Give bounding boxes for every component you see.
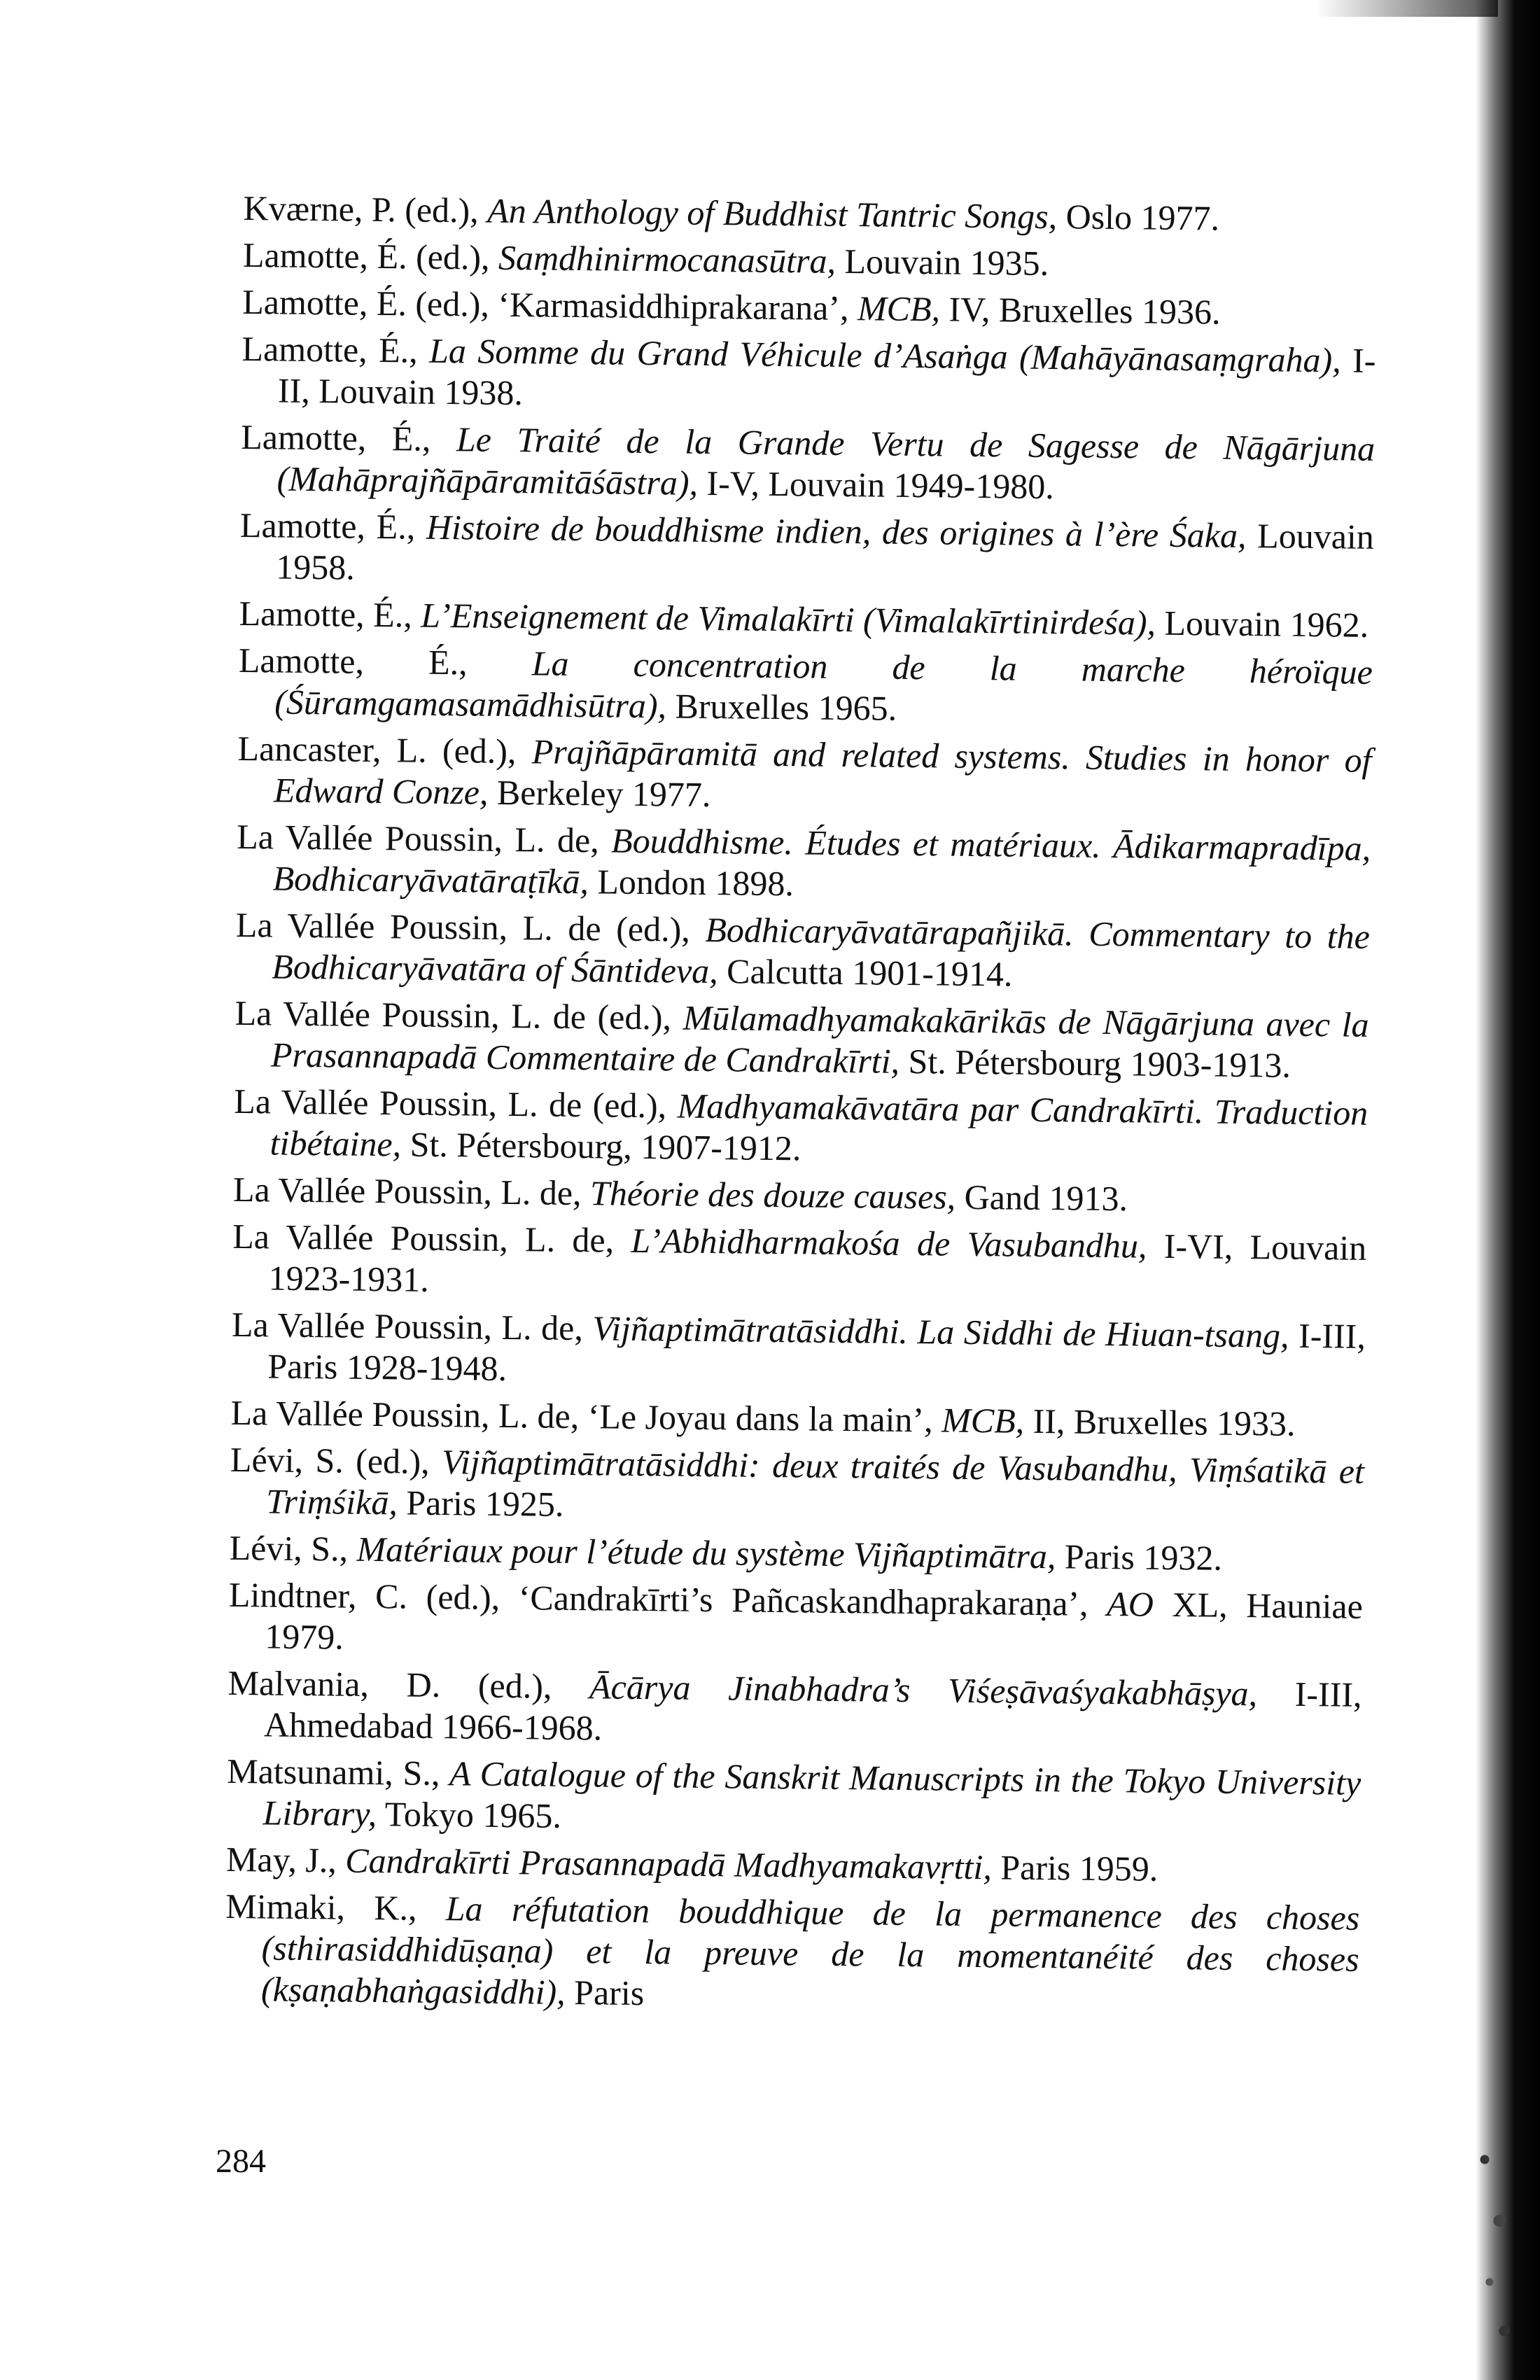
bibliography-entry (226, 1751, 1361, 1845)
bibliography-entry (235, 904, 1370, 999)
entry-title: Le Traité de la Grande Vertu de Sagesse de Nāgārjuna (Mahāprajñāpāramitāśāstra), (276, 419, 1376, 503)
entry-title: Candrakīrti Prasannapadā Madhyamakavṛtti, (345, 1840, 993, 1887)
bibliography-entry (236, 816, 1371, 911)
bibliography-entry (229, 1527, 1364, 1581)
entry-text: La Vallée Poussin, L. de, ‘Le Joyau dans la main’, (230, 1392, 942, 1440)
entry-text: Paris 1932. (1056, 1536, 1223, 1578)
entry-text: Paris 1925. (397, 1483, 564, 1524)
entry-text: La Vallée Poussin, L. de, (232, 1216, 631, 1260)
entry-title: An Anthology of Buddhist Tantric Songs, (486, 190, 1058, 237)
bibliography-list (225, 188, 1378, 2027)
entry-text: I-III, Paris 1928-1948. (267, 1315, 1366, 1389)
entry-text: Lamotte, É., (241, 328, 430, 370)
entry-text: Lamotte, É., (239, 505, 427, 547)
bibliography-entry (228, 1574, 1363, 1669)
bibliography-entry (231, 1304, 1366, 1399)
bibliography-entry (239, 593, 1373, 646)
entry-title: Matériaux pour l’étude du système Vijñaptimātra, (356, 1529, 1056, 1576)
entry-text: Lamotte, É., (240, 416, 457, 459)
entry-text: Gand 1913. (955, 1177, 1128, 1219)
entry-text: Lamotte, É. (ed.), ‘Karmasiddhiprakarana’, (241, 281, 858, 328)
entry-text: Malvania, D. (ed.), (227, 1662, 590, 1707)
entry-text: I-V, Louvain 1949-1980. (697, 463, 1055, 507)
bibliography-entry (239, 505, 1374, 599)
entry-title: La Somme du Grand Véhicule d’Asaṅga (Mahāyānasaṃgraha), (428, 330, 1342, 380)
entry-title: Histoire de bouddhisme indien, des origines à l’ère Śaka, (426, 507, 1247, 556)
entry-text: St. Pétersbourg, 1907-1912. (400, 1124, 802, 1168)
entry-text: Mimaki, K., (225, 1886, 447, 1928)
entry-text: II, Bruxelles 1933. (1023, 1401, 1296, 1443)
bibliography-entry (227, 1662, 1362, 1757)
entry-text: Bruxelles 1965. (666, 686, 897, 728)
entry-text: Lévi, S., (229, 1527, 357, 1569)
bibliography-entry (238, 640, 1373, 734)
entry-title: L’Enseignement de Vimalakīrti (Vimalakīrtinirdeśa), (420, 595, 1156, 643)
bibliography-entry (226, 1839, 1361, 1892)
entry-text: La Vallée Poussin, L. de, (231, 1304, 593, 1348)
entry-text: Calcutta 1901-1914. (718, 951, 1013, 994)
entry-text: Louvain 1962. (1155, 603, 1369, 645)
bibliography-entry (243, 234, 1378, 288)
entry-text: La Vallée Poussin, L. de, (232, 1169, 591, 1213)
entry-text: Lamotte, É., (239, 593, 421, 635)
entry-title: Bouddhisme. Études et matériaux. Ādikarmapradīpa, Bodhicaryāvatāraṭīkā, (272, 820, 1371, 902)
entry-text: Lancaster, L. (ed.), (237, 728, 533, 771)
entry-text: May, J., (225, 1839, 346, 1880)
entry-title: Vijñaptimātratāsiddhi. La Siddhi de Hiuan-tsang, (592, 1308, 1289, 1355)
entry-text: London 1898. (588, 862, 794, 904)
entry-title: Saṃdhinirmocanasūtra, (498, 237, 836, 281)
scan-dark-edge (1476, 0, 1540, 2380)
entry-text: Lamotte, É., (238, 640, 533, 683)
entry-title: A Catalogue of the Sanskrit Manuscripts in the Tokyo University Library, (262, 1754, 1362, 1834)
entry-text: La Vallée Poussin, L. de (ed.), (234, 993, 683, 1037)
bibliography-entry (240, 416, 1375, 511)
entry-text: I-VI, Louvain 1923-1931. (268, 1226, 1367, 1299)
entry-text: St. Pétersbourg 1903-1913. (899, 1041, 1292, 1085)
entry-title: La réfutation bouddhique de la permanence des choses (sthirasiddhidūṣaṇa) et la preuve de la momentanéité des choses (kṣaṇabhaṅgasiddhi), (260, 1889, 1360, 2012)
entry-text: Kværne, P. (ed.), (243, 188, 488, 230)
entry-text: Paris (565, 1972, 645, 2013)
entry-text: La Vallée Poussin, L. de, (236, 816, 612, 860)
entry-text: Lindtner, C. (ed.), ‘Candrakīrti’s Pañcaskandhaprakaraṇa’, (228, 1574, 1107, 1624)
entry-title: AO (1106, 1584, 1154, 1624)
entry-text: Louvain 1958. (276, 516, 1375, 587)
entry-text: Lamotte, É. (ed.), (242, 234, 499, 277)
bibliography-entry (225, 1886, 1360, 2022)
bibliography-entry (233, 1169, 1368, 1222)
entry-title: Théorie des douze causes, (589, 1173, 956, 1217)
entry-title: Mūlamadhyamakakārikās de Nāgārjuna avec la Prasannapadā Commentaire de Candrakīrti, (270, 997, 1369, 1081)
entry-text: I-III, Ahmedabad 1966-1968. (263, 1674, 1362, 1748)
entry-title: La concentration de la marche héroïque (Śūramgamasamādhisūtra), (274, 643, 1373, 726)
entry-text: Louvain 1935. (835, 241, 1049, 284)
bibliography-entry (230, 1392, 1365, 1446)
bibliography-entry (234, 993, 1369, 1087)
entry-text: Paris 1959. (991, 1847, 1158, 1889)
entry-text: IV, Bruxelles 1936. (939, 289, 1221, 332)
bibliography-entry (237, 728, 1372, 822)
entry-title: Bodhicaryāvatārapañjikā. Commentary to the Bodhicaryāvatāra of Śāntideva, (272, 909, 1371, 991)
entry-text: XL, Hauniae 1979. (265, 1584, 1364, 1657)
bibliography-entry (230, 1439, 1364, 1534)
entry-title: MCB, (941, 1400, 1025, 1441)
bibliography-entry (232, 1216, 1366, 1310)
entry-text: La Vallée Poussin, L. de (ed.), (234, 1081, 678, 1126)
entry-text: Lévi, S. (ed.), (230, 1439, 442, 1482)
bibliography-entry (243, 188, 1378, 241)
entry-text: Tokyo 1965. (376, 1794, 562, 1835)
entry-title: MCB, (857, 288, 941, 329)
scan-top-shadow (1316, 0, 1498, 17)
entry-text: Berkeley 1977. (488, 772, 711, 815)
entry-text: Oslo 1977. (1056, 197, 1220, 238)
page-number: 284 (216, 2143, 266, 2180)
scan-specks (1470, 2135, 1519, 2380)
entry-title: Prajñāpāramitā and related systems. Studies in honor of Edward Conze, (273, 732, 1372, 812)
entry-text: La Vallée Poussin, L. de (ed.), (235, 904, 706, 949)
entry-text: Matsunami, S., (227, 1751, 450, 1793)
entry-title: Ācārya Jinabhadra’s Viśeṣāvaśyakabhāṣya, (589, 1667, 1258, 1714)
entry-title: Madhyamakāvatāra par Candrakīrti. Traduction tibétaine, (270, 1086, 1368, 1164)
bibliography-entry (233, 1081, 1368, 1175)
entry-title: Vijñaptimātratāsiddhi: deux traités de Vasubandhu, Viṃśatikā et Triṃśikā, (266, 1442, 1365, 1522)
entry-title: L’Abhidharmakośa de Vasubandhu, (631, 1220, 1147, 1266)
bibliography-entry (241, 328, 1376, 423)
bibliography-entry (242, 281, 1377, 335)
entry-text: I-II, Louvain 1938. (277, 340, 1376, 413)
